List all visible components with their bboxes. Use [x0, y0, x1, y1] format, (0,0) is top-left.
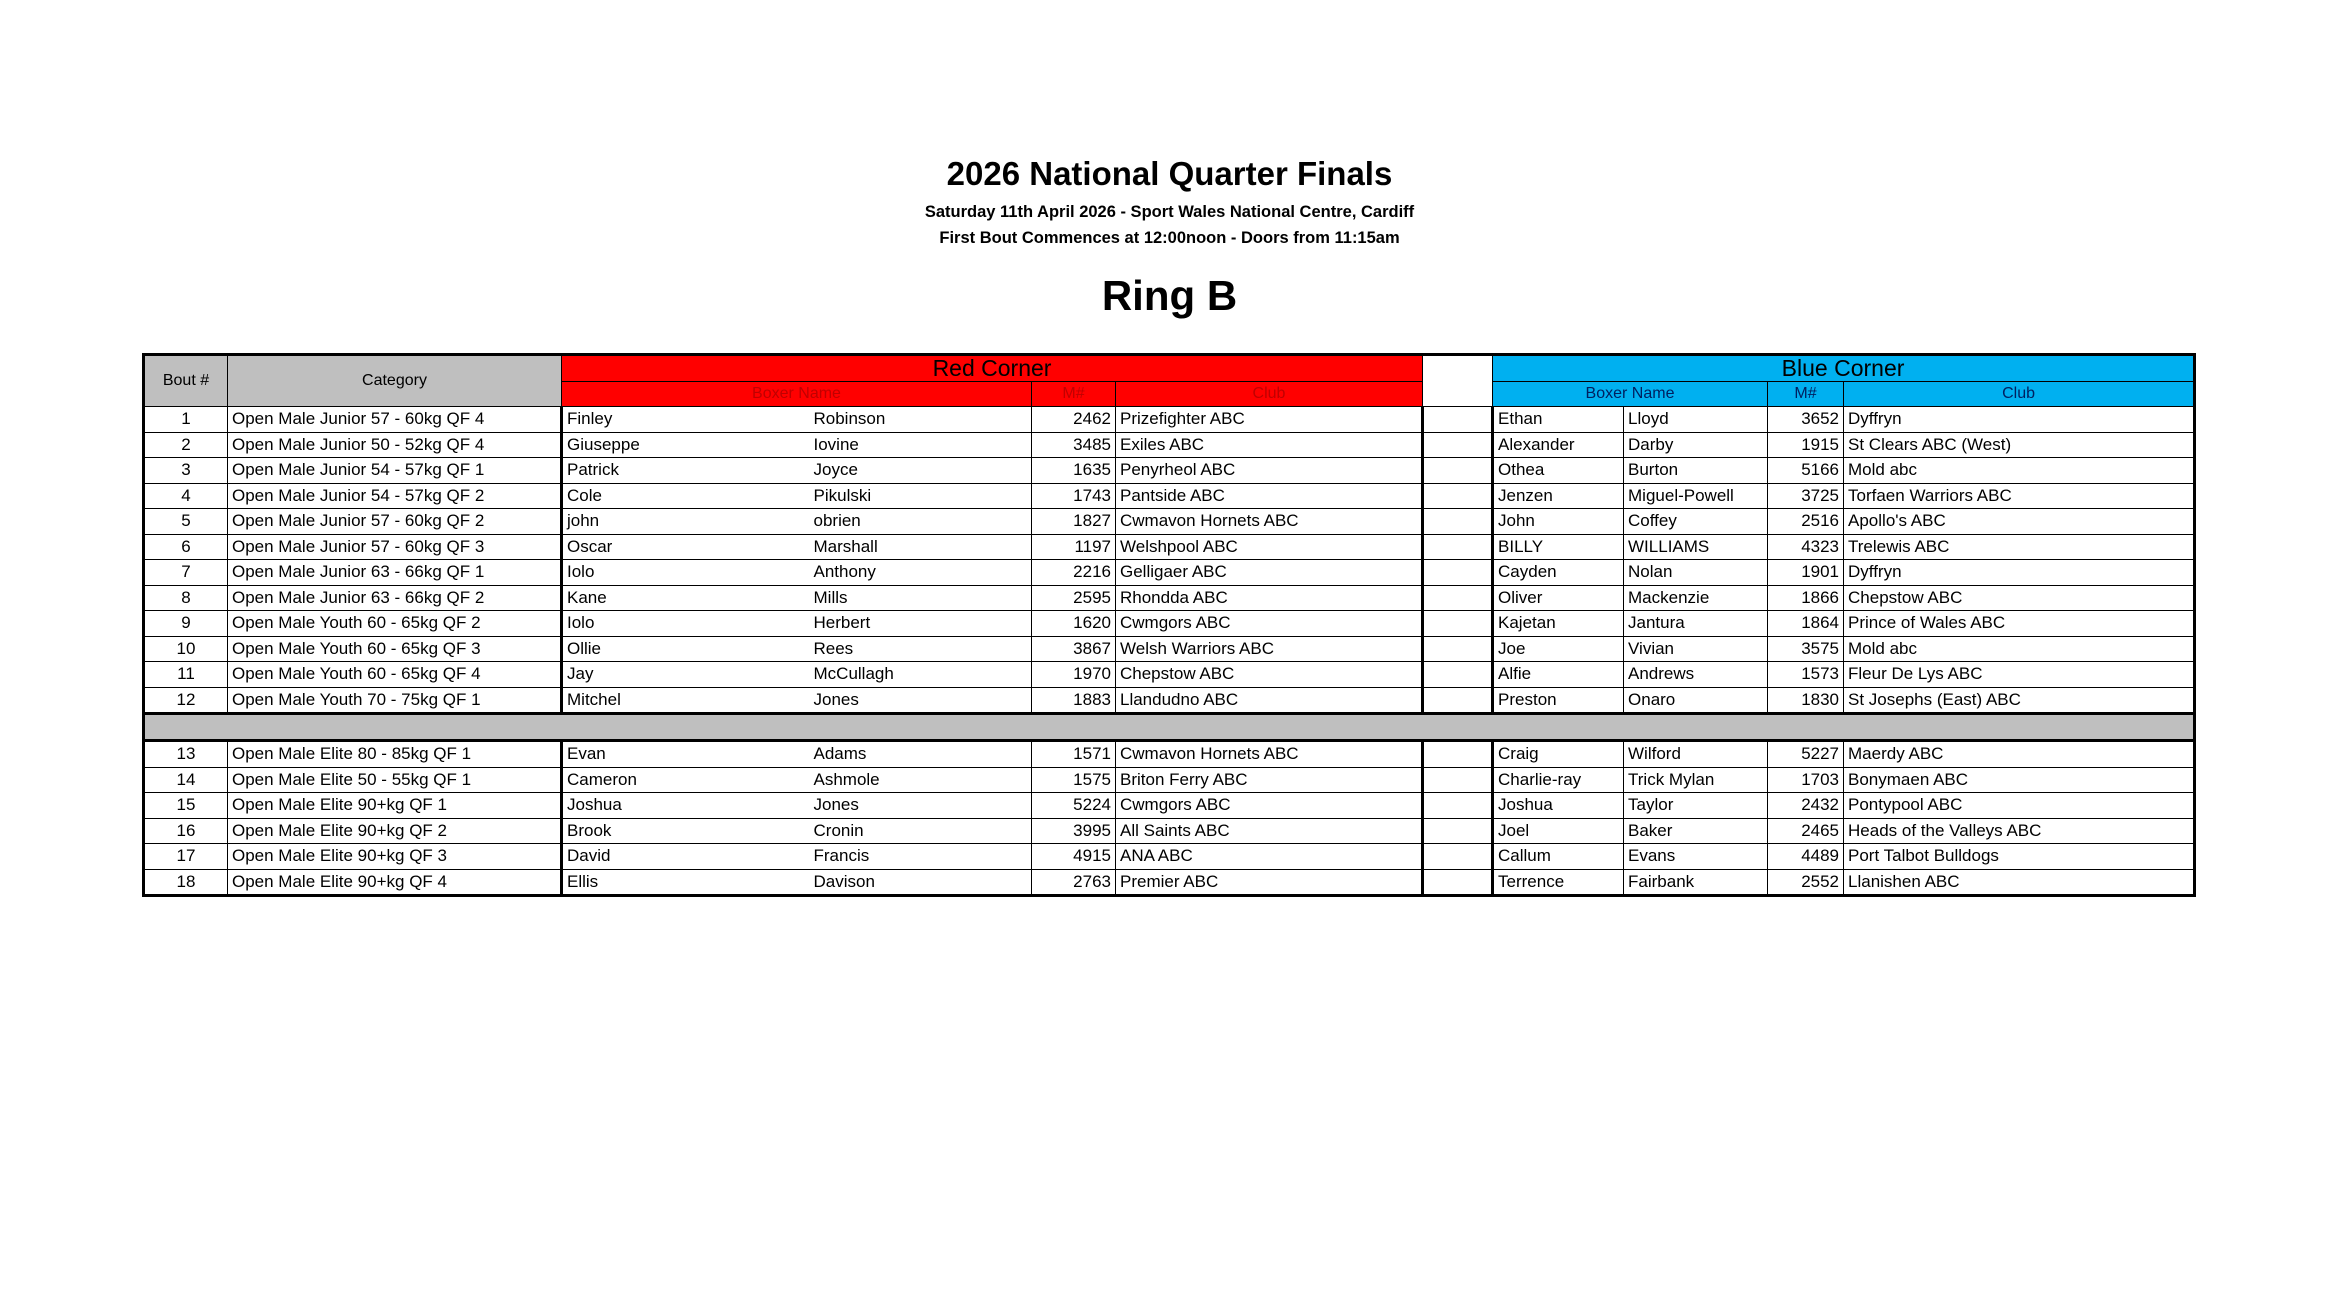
red-club: Cwmavon Hornets ABC [1116, 741, 1423, 768]
red-first-name: Oscar [562, 534, 810, 560]
corner-gap-cell [1423, 793, 1493, 819]
red-m-number: 3995 [1032, 818, 1116, 844]
blue-club: Torfaen Warriors ABC [1844, 483, 2195, 509]
red-m-number: 1970 [1032, 662, 1116, 688]
blue-boxer-name-header: Boxer Name [1493, 381, 1768, 407]
blue-first-name: Joe [1493, 636, 1624, 662]
blue-first-name: Alfie [1493, 662, 1624, 688]
red-club: Llandudno ABC [1116, 687, 1423, 714]
red-m-number: 1575 [1032, 767, 1116, 793]
bout-category: Open Male Elite 90+kg QF 2 [228, 818, 562, 844]
red-boxer-name-header: Boxer Name [562, 381, 1032, 407]
blue-last-name: Lloyd [1624, 407, 1768, 433]
blue-last-name: Coffey [1624, 509, 1768, 535]
blue-first-name: Oliver [1493, 585, 1624, 611]
red-last-name: Francis [810, 844, 1032, 870]
blue-last-name: Miguel-Powell [1624, 483, 1768, 509]
blue-club: Maerdy ABC [1844, 741, 2195, 768]
blue-m-number: 1901 [1768, 560, 1844, 586]
red-last-name: Cronin [810, 818, 1032, 844]
corner-gap-cell [1423, 741, 1493, 768]
bout-number: 8 [144, 585, 228, 611]
blue-m-number-header: M# [1768, 381, 1844, 407]
event-start-time: First Bout Commences at 12:00noon - Doors from 11:15am [939, 229, 1400, 247]
red-club-header: Club [1116, 381, 1423, 407]
bout-number: 18 [144, 869, 228, 896]
blue-m-number: 2552 [1768, 869, 1844, 896]
blue-last-name: Evans [1624, 844, 1768, 870]
blue-first-name: Ethan [1493, 407, 1624, 433]
separator-cell [144, 714, 2195, 741]
group-separator [144, 714, 2195, 741]
group-separator-body [144, 714, 2195, 741]
bout-category: Open Male Elite 50 - 55kg QF 1 [228, 767, 562, 793]
blue-first-name: Joshua [1493, 793, 1624, 819]
red-first-name: Giuseppe [562, 432, 810, 458]
blue-club: Chepstow ABC [1844, 585, 2195, 611]
blue-first-name: Jenzen [1493, 483, 1624, 509]
page-title: 2026 National Quarter Finals [946, 155, 1393, 192]
bout-category: Open Male Elite 90+kg QF 1 [228, 793, 562, 819]
red-last-name: Joyce [810, 458, 1032, 484]
blue-club: Port Talbot Bulldogs [1844, 844, 2195, 870]
blue-m-number: 3575 [1768, 636, 1844, 662]
bout-number: 10 [144, 636, 228, 662]
red-club: Prizefighter ABC [1116, 407, 1423, 433]
red-first-name: Cameron [562, 767, 810, 793]
blue-club: Dyffryn [1844, 560, 2195, 586]
bout-number: 15 [144, 793, 228, 819]
blue-last-name: Onaro [1624, 687, 1768, 714]
blue-first-name: Charlie-ray [1493, 767, 1624, 793]
blue-club-header: Club [1844, 381, 2195, 407]
red-club: Rhondda ABC [1116, 585, 1423, 611]
bout-category: Open Male Youth 60 - 65kg QF 2 [228, 611, 562, 637]
blue-club: Bonymaen ABC [1844, 767, 2195, 793]
red-m-number: 1743 [1032, 483, 1116, 509]
blue-last-name: Taylor [1624, 793, 1768, 819]
red-last-name: Mills [810, 585, 1032, 611]
blue-m-number: 3725 [1768, 483, 1844, 509]
table-row [144, 793, 2195, 819]
red-first-name: Brook [562, 818, 810, 844]
blue-first-name: Preston [1493, 687, 1624, 714]
table-row [144, 662, 2195, 688]
blue-m-number: 1915 [1768, 432, 1844, 458]
red-first-name: Patrick [562, 458, 810, 484]
red-last-name: Ashmole [810, 767, 1032, 793]
table-row [144, 458, 2195, 484]
blue-last-name: WILLIAMS [1624, 534, 1768, 560]
red-club: Cwmgors ABC [1116, 793, 1423, 819]
red-club: Cwmgors ABC [1116, 611, 1423, 637]
blue-last-name: Mackenzie [1624, 585, 1768, 611]
red-first-name: Kane [562, 585, 810, 611]
red-m-number: 5224 [1032, 793, 1116, 819]
blue-club: St Clears ABC (West) [1844, 432, 2195, 458]
blue-m-number: 2432 [1768, 793, 1844, 819]
blue-last-name: Trick Mylan [1624, 767, 1768, 793]
bout-category: Open Male Junior 57 - 60kg QF 2 [228, 509, 562, 535]
red-m-number: 1571 [1032, 741, 1116, 768]
bout-category: Open Male Junior 57 - 60kg QF 3 [228, 534, 562, 560]
blue-first-name: Callum [1493, 844, 1624, 870]
blue-last-name: Burton [1624, 458, 1768, 484]
corner-gap-cell [1423, 458, 1493, 484]
corner-gap-cell [1423, 844, 1493, 870]
blue-m-number: 2516 [1768, 509, 1844, 535]
red-club: Briton Ferry ABC [1116, 767, 1423, 793]
blue-m-number: 5166 [1768, 458, 1844, 484]
blue-club: Fleur De Lys ABC [1844, 662, 2195, 688]
bout-category: Open Male Youth 60 - 65kg QF 4 [228, 662, 562, 688]
red-last-name: Pikulski [810, 483, 1032, 509]
red-first-name: Mitchel [562, 687, 810, 714]
blue-m-number: 1864 [1768, 611, 1844, 637]
table-row [144, 585, 2195, 611]
blue-club: Mold abc [1844, 458, 2195, 484]
red-last-name: Anthony [810, 560, 1032, 586]
blue-club: Pontypool ABC [1844, 793, 2195, 819]
red-first-name: Evan [562, 741, 810, 768]
red-m-number: 1197 [1032, 534, 1116, 560]
table-row [144, 636, 2195, 662]
blue-last-name: Vivian [1624, 636, 1768, 662]
bout-category: Open Male Elite 90+kg QF 3 [228, 844, 562, 870]
red-last-name: Herbert [810, 611, 1032, 637]
red-club: All Saints ABC [1116, 818, 1423, 844]
blue-first-name: BILLY [1493, 534, 1624, 560]
bout-number: 9 [144, 611, 228, 637]
red-first-name: Finley [562, 407, 810, 433]
bout-number: 13 [144, 741, 228, 768]
blue-first-name: Othea [1493, 458, 1624, 484]
corner-gap-cell [1423, 636, 1493, 662]
corner-gap-cell [1423, 534, 1493, 560]
red-club: Welsh Warriors ABC [1116, 636, 1423, 662]
red-m-number: 1620 [1032, 611, 1116, 637]
bout-category: Open Male Elite 90+kg QF 4 [228, 869, 562, 896]
table-row [144, 560, 2195, 586]
corner-gap-cell [1423, 407, 1493, 433]
bout-number-header: Bout # [144, 355, 228, 407]
red-m-number: 1635 [1032, 458, 1116, 484]
bout-number: 2 [144, 432, 228, 458]
red-m-number: 2216 [1032, 560, 1116, 586]
table-row [144, 869, 2195, 896]
blue-last-name: Wilford [1624, 741, 1768, 768]
blue-m-number: 1866 [1768, 585, 1844, 611]
red-m-number-header: M# [1032, 381, 1116, 407]
blue-club: Llanishen ABC [1844, 869, 2195, 896]
bout-schedule-table [142, 353, 2196, 897]
red-club: Welshpool ABC [1116, 534, 1423, 560]
table-row [144, 432, 2195, 458]
corner-gap [1423, 355, 1493, 407]
bout-number: 11 [144, 662, 228, 688]
corner-gap-cell [1423, 509, 1493, 535]
bouts-group-2 [144, 741, 2195, 896]
red-last-name: Davison [810, 869, 1032, 896]
red-club: ANA ABC [1116, 844, 1423, 870]
corner-gap-cell [1423, 611, 1493, 637]
table-row [144, 611, 2195, 637]
red-first-name: Cole [562, 483, 810, 509]
blue-m-number: 4489 [1768, 844, 1844, 870]
blue-m-number: 1573 [1768, 662, 1844, 688]
red-club: Cwmavon Hornets ABC [1116, 509, 1423, 535]
blue-corner-header: Blue Corner [1493, 355, 2195, 382]
bout-category: Open Male Elite 80 - 85kg QF 1 [228, 741, 562, 768]
bout-category: Open Male Junior 54 - 57kg QF 2 [228, 483, 562, 509]
blue-last-name: Baker [1624, 818, 1768, 844]
red-m-number: 1883 [1032, 687, 1116, 714]
corner-gap-cell [1423, 585, 1493, 611]
blue-club: Prince of Wales ABC [1844, 611, 2195, 637]
red-club: Gelligaer ABC [1116, 560, 1423, 586]
bout-number: 16 [144, 818, 228, 844]
red-m-number: 2462 [1032, 407, 1116, 433]
blue-first-name: Alexander [1493, 432, 1624, 458]
blue-club: Apollo's ABC [1844, 509, 2195, 535]
blue-last-name: Nolan [1624, 560, 1768, 586]
red-first-name: David [562, 844, 810, 870]
blue-m-number: 2465 [1768, 818, 1844, 844]
corner-gap-cell [1423, 767, 1493, 793]
blue-club: Trelewis ABC [1844, 534, 2195, 560]
red-first-name: Jay [562, 662, 810, 688]
bout-category: Open Male Junior 63 - 66kg QF 2 [228, 585, 562, 611]
red-first-name: Ollie [562, 636, 810, 662]
bout-number: 3 [144, 458, 228, 484]
red-last-name: Marshall [810, 534, 1032, 560]
red-m-number: 2595 [1032, 585, 1116, 611]
blue-m-number: 4323 [1768, 534, 1844, 560]
blue-last-name: Darby [1624, 432, 1768, 458]
table-row [144, 534, 2195, 560]
red-first-name: john [562, 509, 810, 535]
ring-title: Ring B [1101, 272, 1238, 319]
table-row [144, 844, 2195, 870]
blue-last-name: Jantura [1624, 611, 1768, 637]
red-last-name: Adams [810, 741, 1032, 768]
bout-category: Open Male Junior 54 - 57kg QF 1 [228, 458, 562, 484]
bout-number: 6 [144, 534, 228, 560]
table-row [144, 767, 2195, 793]
blue-first-name: Craig [1493, 741, 1624, 768]
red-last-name: McCullagh [810, 662, 1032, 688]
table-row [144, 687, 2195, 714]
red-m-number: 4915 [1032, 844, 1116, 870]
blue-first-name: Kajetan [1493, 611, 1624, 637]
red-last-name: Rees [810, 636, 1032, 662]
red-m-number: 3867 [1032, 636, 1116, 662]
blue-club: Mold abc [1844, 636, 2195, 662]
bout-category: Open Male Junior 63 - 66kg QF 1 [228, 560, 562, 586]
blue-last-name: Andrews [1624, 662, 1768, 688]
table-row [144, 407, 2195, 433]
bout-number: 1 [144, 407, 228, 433]
corner-gap-cell [1423, 687, 1493, 714]
red-first-name: Ellis [562, 869, 810, 896]
red-club: Premier ABC [1116, 869, 1423, 896]
blue-last-name: Fairbank [1624, 869, 1768, 896]
red-m-number: 1827 [1032, 509, 1116, 535]
table-row [144, 818, 2195, 844]
blue-club: St Josephs (East) ABC [1844, 687, 2195, 714]
red-first-name: Joshua [562, 793, 810, 819]
red-corner-header: Red Corner [562, 355, 1423, 382]
blue-first-name: Terrence [1493, 869, 1624, 896]
bout-number: 17 [144, 844, 228, 870]
red-first-name: Iolo [562, 611, 810, 637]
corner-gap-cell [1423, 483, 1493, 509]
corner-gap-cell [1423, 432, 1493, 458]
bout-category: Open Male Youth 70 - 75kg QF 1 [228, 687, 562, 714]
red-last-name: Robinson [810, 407, 1032, 433]
category-header: Category [228, 355, 562, 407]
table-row [144, 741, 2195, 768]
red-club: Penyrheol ABC [1116, 458, 1423, 484]
table-row [144, 509, 2195, 535]
red-club: Pantside ABC [1116, 483, 1423, 509]
red-last-name: Jones [810, 687, 1032, 714]
bout-category: Open Male Youth 60 - 65kg QF 3 [228, 636, 562, 662]
corner-gap-cell [1423, 662, 1493, 688]
red-last-name: obrien [810, 509, 1032, 535]
bout-category: Open Male Junior 50 - 52kg QF 4 [228, 432, 562, 458]
red-first-name: Iolo [562, 560, 810, 586]
blue-club: Dyffryn [1844, 407, 2195, 433]
bout-category: Open Male Junior 57 - 60kg QF 4 [228, 407, 562, 433]
corner-gap-cell [1423, 869, 1493, 896]
corner-gap-cell [1423, 560, 1493, 586]
event-date-venue: Saturday 11th April 2026 - Sport Wales National Centre, Cardiff [924, 203, 1415, 221]
bout-number: 7 [144, 560, 228, 586]
red-m-number: 2763 [1032, 869, 1116, 896]
blue-club: Heads of the Valleys ABC [1844, 818, 2195, 844]
red-m-number: 3485 [1032, 432, 1116, 458]
table-row [144, 483, 2195, 509]
bouts-group-1 [144, 407, 2195, 714]
corner-gap-cell [1423, 818, 1493, 844]
red-club: Chepstow ABC [1116, 662, 1423, 688]
bout-number: 5 [144, 509, 228, 535]
bout-number: 14 [144, 767, 228, 793]
red-last-name: Jones [810, 793, 1032, 819]
blue-m-number: 1703 [1768, 767, 1844, 793]
blue-first-name: John [1493, 509, 1624, 535]
blue-first-name: Cayden [1493, 560, 1624, 586]
bout-number: 12 [144, 687, 228, 714]
blue-first-name: Joel [1493, 818, 1624, 844]
blue-m-number: 1830 [1768, 687, 1844, 714]
blue-m-number: 3652 [1768, 407, 1844, 433]
red-club: Exiles ABC [1116, 432, 1423, 458]
red-last-name: Iovine [810, 432, 1032, 458]
blue-m-number: 5227 [1768, 741, 1844, 768]
bout-number: 4 [144, 483, 228, 509]
